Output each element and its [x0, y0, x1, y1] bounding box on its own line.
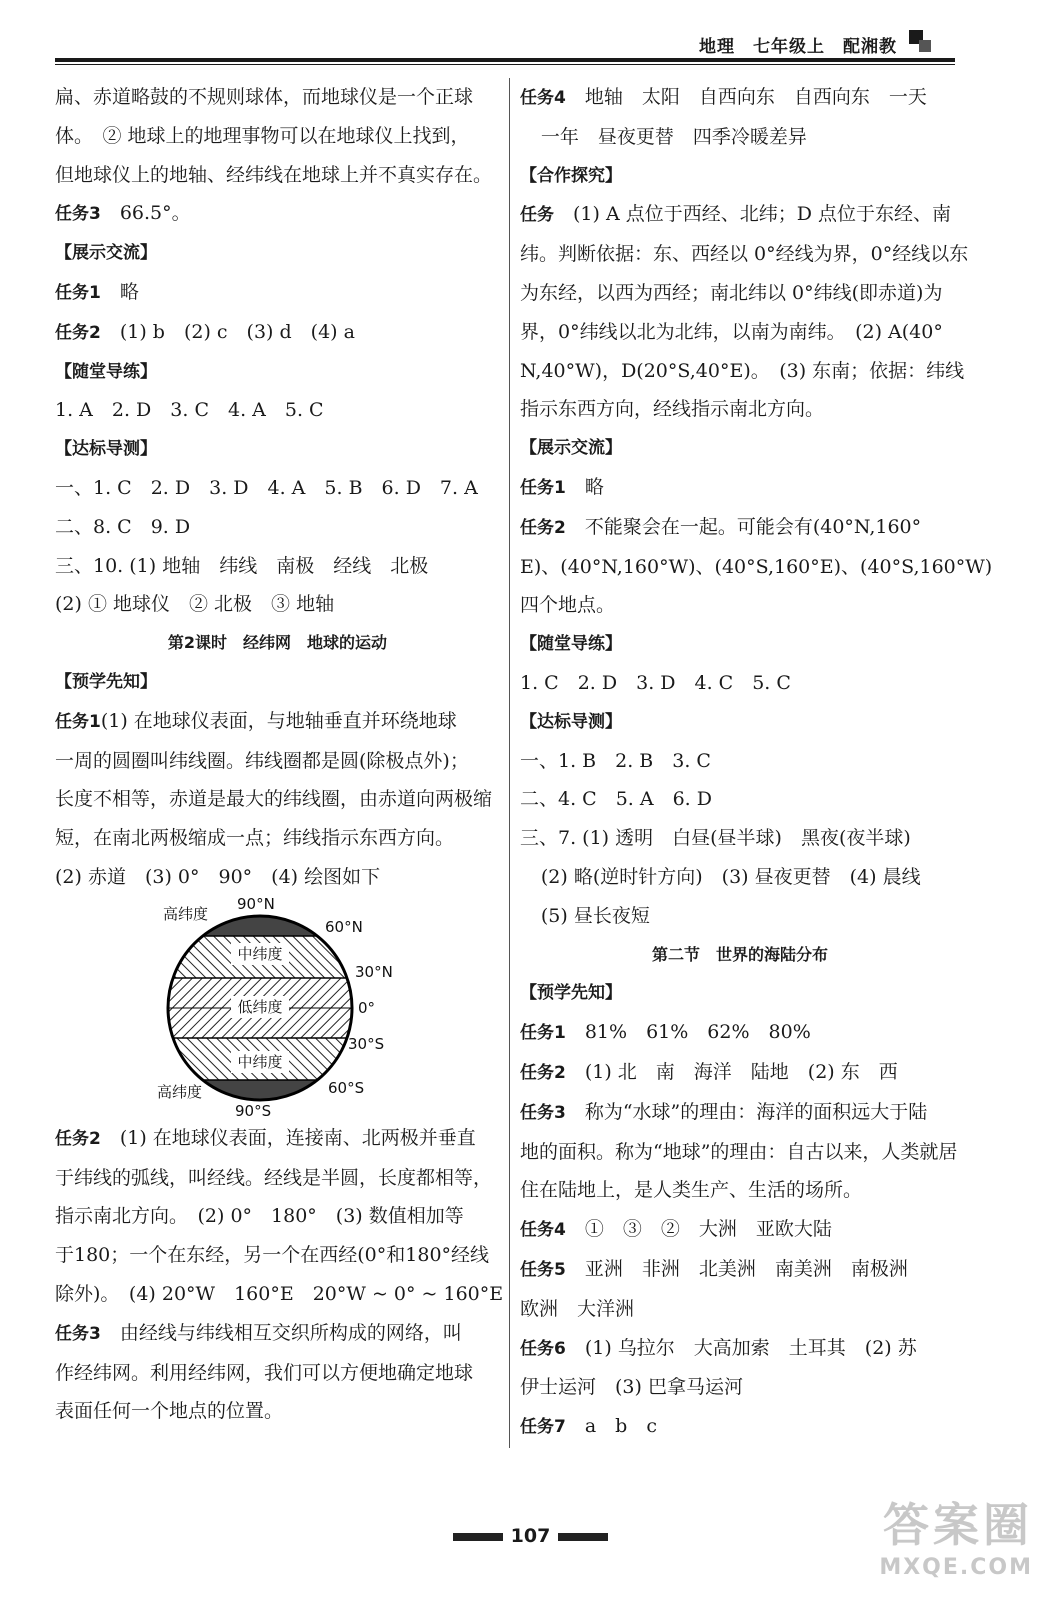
task-label: 任务1	[520, 477, 566, 498]
latitude-label: 0°	[358, 998, 376, 1017]
answer-line: 欧洲 大洋洲	[520, 1297, 635, 1320]
section-heading: 【合作探究】	[520, 165, 622, 186]
task-label: 任务1	[55, 711, 101, 732]
answer-line: 任务1 略	[520, 475, 604, 498]
latitude-label: 30°S	[348, 1034, 385, 1053]
answer-line: 体。 ② 地球上的地理事物可以在地球仪上找到，	[55, 124, 470, 147]
answer-line: 于纬线的弧线，叫经线。经线是半圆，长度都相等，	[55, 1166, 493, 1189]
answer-line: 为东经，以西为西经；南北纬以 0°纬线(即赤道)为	[520, 281, 943, 304]
answer-line: 任务3 称为“水球”的理由：海洋的面积远大于陆	[520, 1100, 928, 1123]
section-heading: 【达标导测】	[520, 711, 622, 732]
logo-icon	[907, 28, 933, 54]
answer-line: 地的面积。称为“地球”的理由：自古以来，人类就居	[520, 1140, 958, 1163]
answer-line: 任务6 (1) 乌拉尔 大高加索 土耳其 (2) 苏	[520, 1336, 917, 1359]
task-label: 任务6	[520, 1338, 566, 1359]
answer-line: 表面任何一个地点的位置。	[55, 1400, 284, 1423]
answer-line: 任务2 不能聚会在一起。可能会有(40°N,160°	[520, 515, 922, 538]
zone-label: 中纬度	[237, 1052, 283, 1071]
answer-line: 纬。判断依据：东、西经以 0°经线为界，0°经线以东	[520, 243, 969, 266]
answer-line: 指示南北方向。 (2) 0° 180° (3) 数值相加等	[55, 1205, 464, 1228]
answer-line: (5) 昼长夜短	[540, 904, 650, 927]
right-column	[520, 78, 993, 1447]
globe-svg	[55, 897, 500, 1119]
page-header	[55, 28, 955, 68]
task-label: 任务2	[55, 1128, 101, 1149]
answer-line: 伊士运河 (3) 巴拿马运河	[520, 1376, 743, 1399]
latitude-label: 30°N	[355, 962, 393, 981]
left-column	[55, 78, 504, 1431]
answer-line: 三、10. (1) 地轴 纬线 南极 经线 北极	[55, 554, 429, 577]
answer-line: 任务4 地轴 太阳 自西向东 自西向东 一天	[520, 86, 927, 108]
column-divider	[509, 78, 510, 1448]
answer-line: 任务2 (1) b (2) c (3) d (4) a	[55, 320, 355, 343]
answer-line: 任务1 81% 61% 62% 80%	[520, 1021, 811, 1044]
footer-bar-right	[558, 1533, 608, 1541]
answer-line: 二、8. C 9. D	[55, 515, 191, 538]
answer-line: 指示东西方向，经线指示南北方向。	[520, 398, 825, 421]
watermark-text: 答案圈	[883, 1498, 1033, 1552]
answer-line: 扁、赤道略鼓的不规则球体，而地球仪是一个正球	[55, 86, 474, 108]
answer-line: 任务1 略	[55, 280, 139, 303]
answer-line: 任务2 (1) 北 南 海洋 陆地 (2) 东 西	[520, 1060, 898, 1083]
answer-line: 于180；一个在东经，另一个在西经(0°和180°经线	[55, 1244, 490, 1267]
answer-line: 住在陆地上，是人类生产、生活的场所。	[520, 1179, 863, 1202]
task-label: 任务4	[520, 88, 566, 108]
answer-line: (2) ① 地球仪 ② 北极 ③ 地轴	[55, 593, 335, 616]
task-label: 任务3	[520, 1102, 566, 1123]
answer-line: 1. A 2. D 3. C 4. A 5. C	[55, 399, 324, 422]
answer-line: 作经纬网。利用经纬网，我们可以方便地确定地球	[55, 1361, 474, 1384]
latitude-label: 90°S	[235, 1101, 272, 1119]
section-title: 第二节 世界的海陆分布	[651, 944, 828, 964]
answer-line: 任务7 a b c	[520, 1415, 657, 1438]
task-label: 任务5	[520, 1259, 566, 1280]
task-label: 任务2	[55, 322, 101, 343]
header-rule	[55, 58, 955, 62]
latitude-globe-diagram	[55, 897, 500, 1119]
section-heading: 【展示交流】	[55, 243, 157, 264]
lesson-title: 第2课时 经纬网 地球的运动	[167, 633, 388, 653]
latitude-label: 60°S	[328, 1078, 365, 1097]
task-label: 任务3	[55, 1323, 101, 1344]
section-heading: 【展示交流】	[520, 438, 622, 459]
answer-line: 任务2 (1) 在地球仪表面，连接南、北两极并垂直	[55, 1126, 476, 1149]
answer-line: 四个地点。	[520, 594, 616, 617]
answer-line: N,40°W)，D(20°S,40°E)。 (3) 东南；依据：纬线	[520, 359, 965, 382]
zone-label: 中纬度	[237, 944, 283, 963]
answer-line: 一、1. B 2. B 3. C	[520, 749, 711, 772]
answer-line: 长度不相等，赤道是最大的纬线圈，由赤道向两极缩	[55, 788, 493, 811]
answer-line: 任务3 由经线与纬线相互交织所构成的网络，叫	[55, 1321, 462, 1344]
answer-line: 1. C 2. D 3. D 4. C 5. C	[520, 671, 791, 694]
latitude-label: 90°N	[237, 896, 275, 913]
answer-line: 除外)。 (4) 20°W 160°E 20°W ~ 0° ~ 160°E	[55, 1282, 504, 1305]
watermark	[879, 1489, 1033, 1580]
answer-line: 任务 (1) A 点位于西经、北纬；D 点位于东经、南	[520, 203, 951, 226]
header-rule-thin	[55, 64, 955, 65]
answer-line: 一、1. C 2. D 3. D 4. A 5. B 6. D 7. A	[55, 476, 478, 499]
answer-line: 二、4. C 5. A 6. D	[520, 788, 712, 811]
section-heading: 【随堂导练】	[520, 634, 622, 655]
answer-line: 任务5 亚洲 非洲 北美洲 南美洲 南极洲	[520, 1257, 908, 1280]
answer-line: 短，在南北两极缩成一点；纬线指示东西方向。	[55, 827, 455, 850]
watermark-url: MXQE.COM	[879, 1555, 1033, 1580]
answer-line: 任务4 ① ③ ② 大洲 亚欧大陆	[520, 1218, 832, 1241]
footer-bar-left	[453, 1533, 503, 1541]
section-heading: 【预学先知】	[520, 983, 622, 1004]
latitude-label: 60°N	[325, 917, 363, 936]
answer-line: 一年 昼夜更替 四季冷暖差异	[540, 125, 807, 148]
task-label: 任务3	[55, 204, 101, 225]
task-label: 任务1	[55, 282, 101, 303]
answer-line: 三、7. (1) 透明 白昼(昼半球) 黑夜(夜半球)	[520, 827, 911, 850]
answer-line: (2) 略(逆时针方向) (3) 昼夜更替 (4) 晨线	[540, 865, 921, 888]
answer-line: 界，0°纬线以北为北纬，以南为南纬。 (2) A(40°	[520, 320, 943, 343]
answer-line: 任务1(1) 在地球仪表面，与地轴垂直并环绕地球	[55, 709, 457, 732]
task-label: 任务4	[520, 1220, 566, 1241]
zone-label: 高纬度	[163, 904, 209, 923]
answer-line: 但地球仪上的地轴、经纬线在地球上并不真实存在。	[55, 163, 493, 186]
header-title: 地理 七年级上 配湘教	[699, 37, 897, 57]
answer-line: (2) 赤道 (3) 0° 90° (4) 绘图如下	[55, 865, 381, 888]
section-heading: 【达标导测】	[55, 439, 157, 460]
task-label: 任务	[520, 205, 554, 226]
section-heading: 【预学先知】	[55, 671, 157, 692]
zone-label: 低纬度	[237, 997, 283, 1016]
answer-line: 一周的圆圈叫纬线圈。纬线圈都是圆(除极点外)；	[55, 749, 469, 772]
page-number: 107	[510, 1525, 551, 1547]
answer-line: 任务3 66.5°。	[55, 202, 191, 225]
zone-label: 高纬度	[157, 1082, 203, 1101]
answer-line: E)、(40°N,160°W)、(40°S,160°E)、(40°S,160°W)	[520, 555, 993, 578]
task-label: 任务7	[520, 1417, 566, 1438]
task-label: 任务2	[520, 517, 566, 538]
section-heading: 【随堂导练】	[55, 361, 157, 382]
task-label: 任务2	[520, 1062, 566, 1083]
task-label: 任务1	[520, 1023, 566, 1044]
